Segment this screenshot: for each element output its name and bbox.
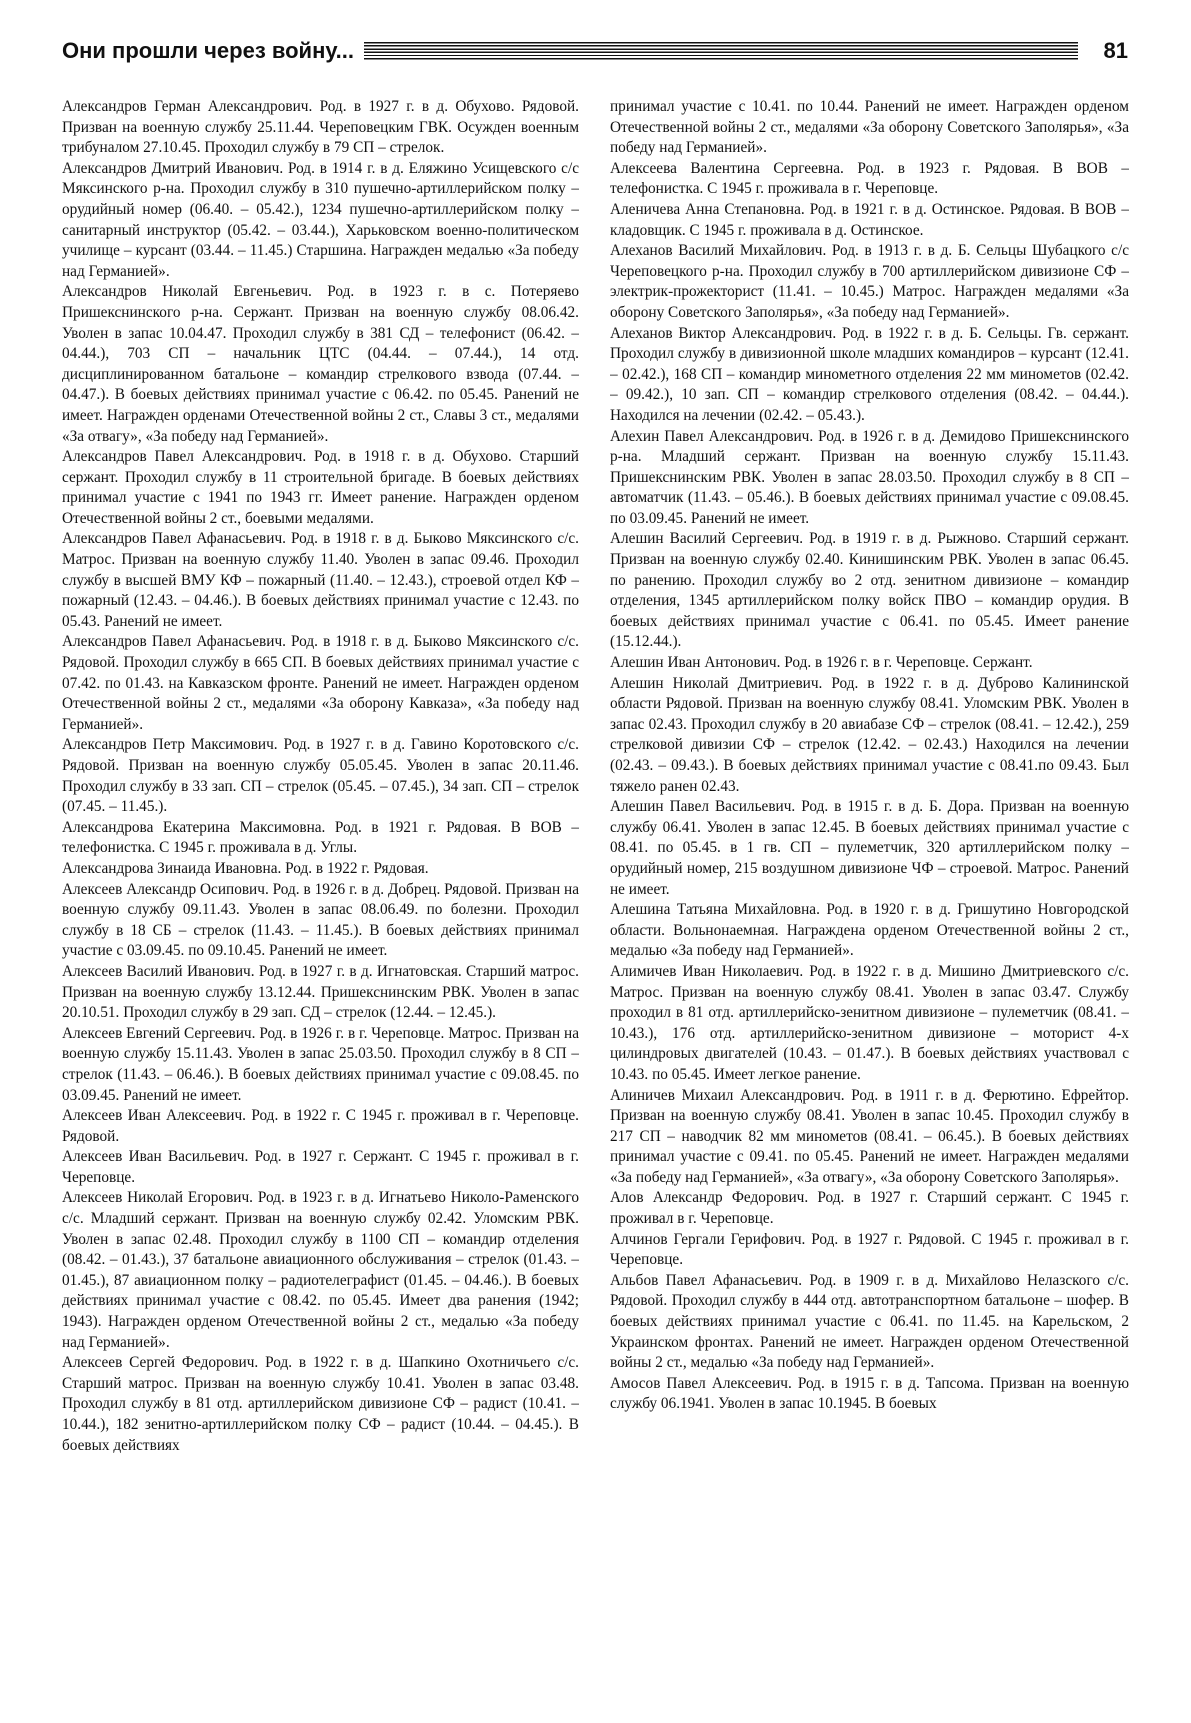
entry: Алчинов Гергали Герифович. Род. в 1927 г. Рядовой. С 1945 г. проживал в г. Череповце.	[610, 1230, 1129, 1269]
entry: Алексеева Валентина Сергеевна. Род. в 1923 г. Рядовая. В ВОВ – телефонистка. С 1945 г. проживала в г. Череповце.	[610, 159, 1129, 198]
entry: принимал участие с 10.41. по 10.44. Ранений не имеет. Награжден орденом Отечественной войны 2 ст., медалями «За оборону Советского Заполярья», «За победу над Германией».	[610, 98, 1129, 157]
entry: Алимичев Иван Николаевич. Род. в 1922 г. в д. Мишино Дмитриевского с/с. Матрос. Призван на военную службу 08.41. Уволен в запас 03.47. Службу проходил в 81 отд. артиллерийско-зенитном дивизионе – пулеметчик (08.41. – 10.43.), 176 отд. артиллерийско-зенитном дивизионе – моторист 4-х цилиндровых двигателей (10.43. – 01.47.). В боевых действиях участвовал с 10.43. по 05.45. Имеет легкое ранение.	[610, 962, 1129, 1083]
entry: Алексеев Иван Алексеевич. Род. в 1922 г. С 1945 г. проживал в г. Череповце. Рядовой.	[62, 1107, 579, 1145]
entry: Александров Петр Максимович. Род. в 1927 г. в д. Гавино Коротовского с/с. Рядовой. Призван на военную службу 05.05.45. Уволен в запас 20.11.46. Проходил службу в 33 зап. СП – стрелок (05.45. – 07.45.), 34 зап. СП – стрелок (07.45. – 11.45.).	[62, 736, 579, 816]
entry: Александров Павел Афанасьевич. Род. в 1918 г. в д. Быково Мяксинского с/с. Матрос. Призван на военную службу 11.40. Уволен в запас 09.46. Проходил службу в высшей ВМУ КФ – пожарный (11.40. – 12.43.), строевой отдел КФ – пожарный (12.43. – 04.46.). В боевых действиях принимал участие с 12.43. по 05.43. Ранений не имеет.	[62, 530, 579, 630]
entry: Алексеев Василий Иванович. Род. в 1927 г. в д. Игнатовская. Старший матрос. Призван на военную службу 13.12.44. Пришекснинским РВК. Уволен в запас 20.10.51. Проходил службу в 29 зап. СД – стрелок (12.44. – 12.45.).	[62, 962, 579, 1022]
entry: Алешин Иван Антонович. Род. в 1926 г. в г. Череповце. Сержант.	[610, 654, 1033, 672]
entry: Алексеев Сергей Федорович. Род. в 1922 г. в д. Шапкино Охотничьего с/с. Старший матрос. Призван на военную службу 10.41. Уволен в запас 03.48. Проходил службу в 81 отд. артиллерийском дивизионе СФ – радист (10.41. – 10.44.), 182 зенитно-артиллерийском полку СФ – радист (10.44. – 04.45.). В боевых действиях	[62, 1354, 579, 1454]
entry: Александров Дмитрий Иванович. Род. в 1914 г. в д. Еляжино Усищевского с/с Мяксинского р-на. Проходил службу в 310 пушечно-артиллерийском полку – орудийный номер (06.40. – 05.42.), 1234 пушечно-артиллерийском полку – санитарный инструктор (05.42. – 03.44.), Харьковском военно-политическом училище – курсант (03.44. – 11.45.) Старшина. Награжден медалью «За победу над Германией».	[62, 159, 579, 280]
entry: Александров Павел Александрович. Род. в 1918 г. в д. Обухово. Старший сержант. Проходил службу в 11 строительной бригаде. В боевых действиях принимал участие с 1941 по 1943 гг. Имеет ранение. Награжден орденом Отечественной войны 2 ст., боевыми медалями.	[62, 448, 579, 527]
entry: Алеханов Виктор Александрович. Род. в 1922 г. в д. Б. Сельцы. Гв. сержант. Проходил службу в дивизионной школе младших командиров – курсант (12.41. – 02.42.), 168 СП – командир минометного отделения 22 мм минометов (02.42. – 09.42.), 10 зап. СП – командир стрелкового отделения (08.42. – 04.44.). Находился на лечении (02.42. – 05.43.).	[610, 324, 1129, 424]
entry: Амосов Павел Алексеевич. Род. в 1915 г. в д. Тапсома. Призван на военную службу 06.1941. Уволен в запас 10.1945. В боевых	[610, 1374, 1129, 1413]
entry: Алешин Василий Сергеевич. Род. в 1919 г. в д. Рыжново. Старший сержант. Призван на военную службу 02.40. Кинишинским РВК. Уволен в запас 06.45. по ранению. Проходил службу во 2 отд. зенитном дивизионе – командир отделения, 1345 артиллерийском полку войск ПВО – командир орудия. В боевых действиях принимал участие с 06.41. по 05.45. Имеет ранение (15.12.44.).	[610, 530, 1129, 651]
entry: Александров Николай Евгеньевич. Род. в 1923 г. в с. Потеряево Пришекснинского р-на. Сержант. Призван на военную службу 08.06.42. Уволен в запас 10.04.47. Проходил службу в 381 СД – телефонист (06.42. – 04.44.), 703 СП – начальник ЦТС (04.44. – 07.44.), 14 отд. дисциплинированном батальоне – командир стрелкового взвода (07.44. – 04.47.). В боевых действиях принимал участие с 06.42. по 05.45. Ранений не имеет. Награжден орденами Отечественной войны 2 ст., Славы 3 ст., медалями «За отвагу», «За победу над Германией».	[62, 283, 579, 445]
entry: Александров Герман Александрович. Род. в 1927 г. в д. Обухово. Рядовой. Призван на военную службу 25.11.44. Череповецким ГВК. Осужден военным трибуналом 27.10.45. Проходил службу в 79 СП – стрелок.	[62, 98, 579, 157]
entry: Аленичева Анна Степановна. Род. в 1921 г. в д. Остинское. Рядовая. В ВОВ – кладовщик. С 1945 г. проживала в д. Остинское.	[610, 200, 1129, 239]
entry: Алексеев Евгений Сергеевич. Род. в 1926 г. в г. Череповце. Матрос. Призван на военную службу 15.11.43. Уволен в запас 25.03.50. Проходил службу в 8 СП – стрелок (11.43. – 06.46.). В боевых действиях принимал участие с 09.08.45. по 03.09.45. Ранений не имеет.	[62, 1024, 579, 1104]
entry: Алексеев Александр Осипович. Род. в 1926 г. в д. Добрец. Рядовой. Призван на военную службу 09.11.43. Уволен в запас 08.06.49. по болезни. Проходил службу в 18 СБ – стрелок (11.43. – 11.45.). В боевых действиях принимал участие с 03.09.45. по 09.10.45. Ранений не имеет.	[62, 880, 579, 960]
entry: Александров Павел Афанасьевич. Род. в 1918 г. в д. Быково Мяксинского с/с. Рядовой. Проходил службу в 665 СП. В боевых действиях принимал участие с 07.42. по 01.43. на Кавказском фронте. Ранений не имеет. Награжден орденом Отечественной войны 2 ст., медалями «За оборону Кавказа», «За победу над Германией».	[62, 633, 579, 733]
entry: Алеханов Василий Михайлович. Род. в 1913 г. в д. Б. Сельцы Шубацкого с/с Череповецкого р-на. Проходил службу в 700 артиллерийском дивизионе СФ – электрик-прожекторист (11.41. – 10.45.) Матрос. Награжден медалями «За оборону Советского Заполярья», «За победу над Германией».	[610, 242, 1129, 321]
header-rule	[364, 42, 1078, 60]
right-column	[610, 97, 1129, 1697]
entry: Алексеев Иван Васильевич. Род. в 1927 г. Сержант. С 1945 г. проживал в г. Череповце.	[62, 1148, 579, 1186]
entry: Александрова Зинаида Ивановна. Род. в 1922 г. Рядовая.	[62, 859, 429, 877]
page-number: 81	[1103, 38, 1128, 63]
entry: Алов Александр Федорович. Род. в 1927 г. Старший сержант. С 1945 г. проживал в г. Череповце.	[610, 1189, 1129, 1228]
entry: Алиничев Михаил Александрович. Род. в 1911 г. в д. Ферютино. Ефрейтор. Призван на военную службу 08.41. Уволен в запас 10.45. Проходил службу в 217 СП – наводчик 82 мм минометов (08.41. – 06.45.). В боевых действиях принимал участие с 09.41. по 05.45. Ранений не имеет. Награжден медалями «За победу над Германией», «За отвагу», «За оборону Советского Заполярья».	[610, 1086, 1129, 1186]
entry: Алехин Павел Александрович. Род. в 1926 г. в д. Демидово Пришекснинского р-на. Младший сержант. Призван на военную службу 15.11.43. Пришекснинским РВК. Уволен в запас 28.03.50. Проходил службу в 8 СП – автоматчик (11.43. – 05.46.). В боевых действиях принимал участие с 09.08.45. по 03.09.45. Ранений не имеет.	[610, 427, 1129, 527]
entry: Алексеев Николай Егорович. Род. в 1923 г. в д. Игнатьево Николо-Раменского с/с. Младший сержант. Призван на военную службу 02.42. Уломским РВК. Уволен в запас 02.48. Проходил службу в 1100 СП – командир отделения (08.42. – 01.43.), 37 батальоне авиационного обслуживания – стрелок (01.43. – 01.45.), 87 авиационном полку – радиотелеграфист (01.45. – 04.46.). В боевых действиях принимал участие с 08.42. по 05.45. Имеет два ранения (1942; 1943). Награжден орденом Отечественной войны 2 ст., медалью «За победу над Германией».	[62, 1189, 579, 1351]
entry: Алешина Татьяна Михайловна. Род. в 1920 г. в д. Гришутино Новгородской области. Вольнонаемная. Награждена орденом Отечественной войны 2 ст., медалью «За победу над Германией».	[610, 901, 1129, 960]
left-column	[62, 97, 579, 1697]
entry: Алешин Павел Васильевич. Род. в 1915 г. в д. Б. Дора. Призван на военную службу 06.41. Уволен в запас 12.45. В боевых действиях принимал участие с 08.41. по 05.45. в 1 гв. СП – пулеметчик, 320 артиллерийском полку – орудийный номер, 215 воздушном дивизионе ЧФ – строевой. Матрос. Ранений не имеет.	[610, 798, 1129, 898]
entry: Александрова Екатерина Максимовна. Род. в 1921 г. Рядовая. В ВОВ – телефонистка. С 1945 г. проживала в д. Углы.	[62, 818, 579, 857]
entry: Альбов Павел Афанасьевич. Род. в 1909 г. в д. Михайлово Нелазского с/с. Рядовой. Проходил службу в 444 отд. автотранспортном батальоне – шофер. В боевых действиях принимал участие с 06.41. по 11.45. на Карельском, 2 Украинском фронтах. Ранений не имеет. Награжден орденом Отечественной войны 2 ст., медалью «За победу над Германией».	[610, 1271, 1129, 1372]
running-title: Они прошли через войну...	[62, 38, 355, 63]
entry: Алешин Николай Дмитриевич. Род. в 1922 г. в д. Дуброво Калининской области Рядовой. Призван на военную службу 08.41. Уломским РВК. Уволен в запас 02.43. Проходил службу в 20 авиабазе СФ – стрелок (08.41. – 12.42.), 259 стрелковой дивизии СФ – стрелок (12.42. – 02.43.) Находился на лечении (02.43. – 09.43.). В боевых действиях принимал участие с 08.41.по 09.43. Был тяжело ранен 02.43.	[610, 674, 1129, 795]
page-header	[62, 34, 1128, 74]
